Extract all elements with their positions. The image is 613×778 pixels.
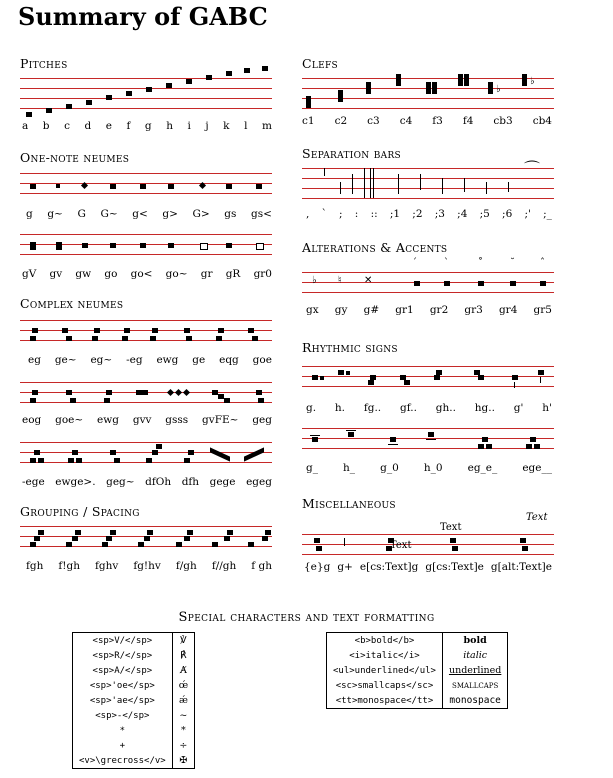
special-char-glyph: ℟ — [172, 648, 194, 663]
complex-labels-3: -ege ewge>. geg~ dfOh dfh gege egeg — [22, 476, 272, 488]
special-char-code: <sp>-</sp> — [95, 710, 150, 721]
alterations-labels: gx gy g# gr1 gr2 gr3 gr4 gr5 — [306, 304, 552, 316]
rhythmic-labels-1: g. h. fg.. gf.. gh.. hg.. g' h' — [306, 402, 552, 414]
rhythmic-staff-1 — [302, 366, 554, 396]
complex-staff-2 — [20, 382, 272, 412]
special-chars-table — [72, 632, 195, 769]
misc-section — [302, 496, 396, 511]
text-format-code: <b>bold</b> — [354, 635, 415, 646]
separation-staff: ⌒ — [302, 168, 554, 198]
clefs-labels: c1 c2 c3 c4 f3 f4 cb3 cb4 — [302, 115, 552, 127]
alterations-staff: ♭ ♮ ✕ ˊ ˋ ˚ ˘ ˆ — [302, 272, 554, 302]
text-format-row — [327, 648, 508, 663]
misc-heading: Miscellaneous — [302, 496, 396, 511]
special-char-glyph: ǽ — [172, 693, 194, 708]
special-char-row — [73, 753, 195, 769]
misc-cs-text-2: Text — [390, 540, 412, 551]
misc-labels: {e}g g+ e[cs:Text]g g[cs:Text]e g[alt:Text]e — [304, 561, 552, 573]
rhythmic-labels-2: g_ h_ g_0 h_0 eg_e_ ege__ — [306, 462, 552, 474]
page-title: Summary of GABC — [18, 2, 268, 31]
special-char-code: <v>\grecross</v> — [79, 755, 166, 766]
text-format-output: bold — [442, 633, 507, 649]
rhythmic-heading: Rhythmic signs — [302, 340, 398, 355]
special-char-glyph: ✠ — [172, 753, 194, 769]
grouping-labels: fgh f!gh fghv fg!hv f/gh f//gh f gh — [26, 560, 272, 572]
clefs-section — [302, 56, 338, 71]
separation-labels: , ` ; : :: ;1 ;2 ;3 ;4 ;5 ;6 ;' ;_ — [306, 208, 552, 220]
text-format-row — [327, 633, 508, 649]
alterations-heading: Alterations & Accents — [302, 240, 448, 255]
grouping-heading: Grouping / Spacing — [20, 504, 140, 519]
special-char-row — [73, 648, 195, 663]
special-char-glyph: ÷ — [172, 738, 194, 753]
text-format-code: <sc>smallcaps</sc> — [335, 680, 434, 691]
special-char-glyph: œ́ — [172, 678, 194, 693]
special-char-row — [73, 708, 195, 723]
separation-section — [302, 146, 401, 161]
clefs-heading: Clefs — [302, 56, 339, 71]
complex-labels-1: eg ge~ eg~ -eg ewg ge eqg goe — [28, 354, 272, 366]
special-char-code: <sp>'oe</sp> — [89, 680, 155, 691]
special-char-glyph: A̸ — [172, 663, 194, 678]
special-char-code: <sp>V/</sp> — [92, 635, 153, 646]
special-char-glyph: * — [172, 723, 194, 738]
special-char-code: <sp>A/</sp> — [92, 665, 153, 676]
misc-alt-text: Text — [526, 512, 548, 523]
special-char-row — [73, 738, 195, 753]
text-format-code: <tt>monospace</tt> — [335, 695, 434, 706]
grouping-staff — [20, 526, 272, 556]
alterations-section — [302, 240, 447, 255]
text-format-row — [327, 663, 508, 678]
pitches-heading: Pitches — [20, 56, 68, 71]
rhythmic-staff-2 — [302, 428, 554, 458]
special-char-code: <sp>R/</sp> — [92, 650, 153, 661]
complex-staff-3 — [20, 442, 272, 472]
one-note-heading: One-note neumes — [20, 150, 130, 165]
misc-staff — [302, 534, 554, 564]
special-char-code: <sp>'ae</sp> — [89, 695, 155, 706]
misc-cs-text-1: Text — [440, 522, 462, 533]
complex-section — [20, 296, 123, 311]
grouping-section — [20, 504, 140, 519]
special-char-glyph: ℣ — [172, 633, 194, 649]
one-note-staff-2 — [20, 234, 272, 264]
special-char-row — [73, 633, 195, 649]
text-format-output: italic — [442, 648, 507, 663]
special-heading: Special characters and text formatting — [178, 610, 435, 625]
complex-staff-1 — [20, 320, 272, 350]
one-note-labels-2: gV gv gw go go< go~ gr gR gr0 — [22, 268, 272, 280]
text-format-code: <i>italic</i> — [349, 650, 420, 661]
text-format-table — [326, 632, 508, 709]
pitches-section — [20, 56, 68, 71]
text-format-row — [327, 693, 508, 709]
special-char-code: * — [119, 725, 126, 736]
text-format-output: smallcaps — [442, 678, 507, 693]
text-format-code: <ul>underlined</ul> — [333, 665, 436, 676]
text-format-output: monospace — [442, 693, 507, 709]
one-note-labels-1: g g~ G G~ g< g> G> gs gs< — [26, 208, 272, 220]
separation-heading: Separation bars — [302, 146, 401, 161]
complex-labels-2: eog goe~ ewg gvv gsss gvFE~ geg — [22, 414, 272, 426]
one-note-staff-1 — [20, 173, 272, 203]
pitches-labels: a b c d e f g h i j k l m — [22, 120, 272, 132]
special-char-row — [73, 678, 195, 693]
rhythmic-section — [302, 340, 398, 355]
clefs-staff: ♭ ♭ — [302, 78, 554, 108]
pitches-staff — [20, 78, 272, 108]
special-char-row — [73, 663, 195, 678]
special-char-row — [73, 723, 195, 738]
special-char-code: + — [119, 740, 126, 751]
text-format-row — [327, 678, 508, 693]
text-format-output: underlined — [442, 663, 507, 678]
special-char-row — [73, 693, 195, 708]
complex-heading: Complex neumes — [20, 296, 124, 311]
special-char-glyph: ~ — [172, 708, 194, 723]
one-note-section — [20, 150, 129, 165]
